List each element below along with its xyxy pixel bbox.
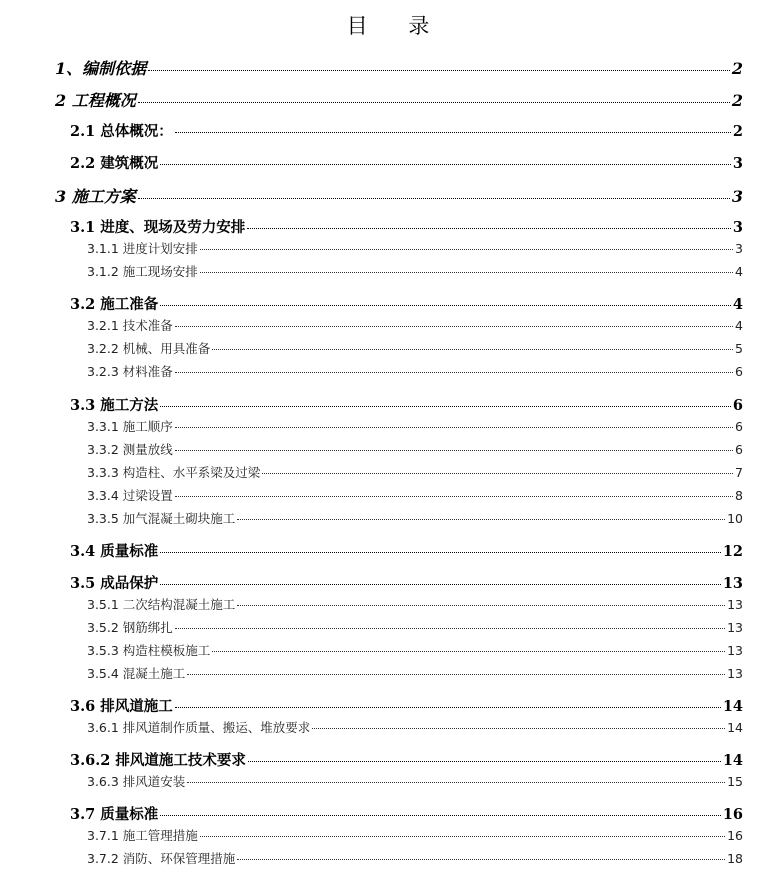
toc-entry-page: 6 <box>735 442 743 457</box>
toc-entry-label: 3.1.1 进度计划安排 <box>87 241 198 256</box>
toc-entry-page: 4 <box>732 296 743 313</box>
toc-entry-label: 3.3.2 测量放线 <box>87 442 173 457</box>
toc-entry-label: 3.7.1 施工管理措施 <box>87 828 198 843</box>
dot-leader <box>160 584 721 585</box>
toc-entry[interactable] <box>70 803 743 824</box>
toc-entry-page: 4 <box>735 318 743 333</box>
toc-entry-label: 3.5.3 构造柱模板施工 <box>87 643 211 658</box>
toc-entry-page: 13 <box>727 643 743 658</box>
dot-leader <box>175 427 733 428</box>
toc-entry-label: 3.4 质量标准 <box>70 543 159 560</box>
toc-entry[interactable] <box>70 216 743 237</box>
toc-entry-label: 3.1 进度、现场及劳力安排 <box>70 219 246 236</box>
toc-entry-page: 6 <box>735 364 743 379</box>
toc-entry[interactable] <box>87 440 743 458</box>
toc-entry[interactable] <box>87 641 743 659</box>
toc-entry-label: 3.2 施工准备 <box>70 296 159 313</box>
toc-title: 目 录 <box>346 14 432 38</box>
dot-leader <box>200 249 733 250</box>
dot-leader <box>160 305 731 306</box>
toc-entry-page: 6 <box>732 397 743 414</box>
toc-entry-page: 4 <box>735 264 743 279</box>
dot-leader <box>200 272 733 273</box>
toc-entry-label: 3.6.1 排风道制作质量、搬运、堆放要求 <box>87 720 311 735</box>
dot-leader <box>237 859 725 860</box>
dot-leader <box>175 132 731 133</box>
toc-entry-label: 3.6.2 排风道施工技术要求 <box>70 752 246 769</box>
toc-entry-page: 3 <box>732 155 743 172</box>
toc-entry-page: 2 <box>732 123 743 140</box>
dot-leader <box>175 372 733 373</box>
toc-entry[interactable] <box>87 509 743 527</box>
toc-entry[interactable] <box>70 749 743 770</box>
toc-entry-page: 12 <box>722 543 743 560</box>
toc-entry[interactable] <box>70 120 743 141</box>
toc-entry-page: 18 <box>727 851 743 866</box>
toc-entry-label: 2 工程概况 <box>55 91 136 110</box>
toc-entry-page: 15 <box>727 774 743 789</box>
toc-entry[interactable] <box>87 239 743 257</box>
toc-entry-page: 14 <box>722 698 743 715</box>
toc-entry-label: 3.3.3 构造柱、水平系梁及过梁 <box>87 465 261 480</box>
dot-leader <box>138 102 730 103</box>
toc-entry[interactable] <box>87 718 743 736</box>
toc-entry-label: 2.2 建筑概况 <box>70 155 159 172</box>
toc-entry[interactable] <box>87 262 743 280</box>
toc-entry[interactable] <box>87 618 743 636</box>
toc-entry[interactable] <box>87 463 743 481</box>
toc-entry-label: 3.5.1 二次结构混凝土施工 <box>87 597 236 612</box>
dot-leader <box>175 628 725 629</box>
toc-entry[interactable] <box>87 316 743 334</box>
toc-entry-page: 13 <box>727 666 743 681</box>
dot-leader <box>160 815 721 816</box>
dot-leader <box>312 728 725 729</box>
toc-entry[interactable] <box>55 88 743 111</box>
dot-leader <box>187 782 725 783</box>
toc-entry-page: 3 <box>735 241 743 256</box>
toc-entry-page: 7 <box>735 465 743 480</box>
toc-entry-page: 13 <box>727 620 743 635</box>
toc-entry-label: 3.2.1 技术准备 <box>87 318 173 333</box>
toc-entry[interactable] <box>87 849 743 867</box>
dot-leader <box>237 519 725 520</box>
toc-entry[interactable] <box>87 826 743 844</box>
toc-entry[interactable] <box>87 772 743 790</box>
toc-entry-label: 3.3.1 施工顺序 <box>87 419 173 434</box>
toc-entry-label: 3.6 排风道施工 <box>70 698 173 715</box>
dot-leader <box>138 198 730 199</box>
toc-entry-label: 3.3 施工方法 <box>70 397 159 414</box>
dot-leader <box>160 552 721 553</box>
toc-entry[interactable] <box>70 695 743 716</box>
dot-leader <box>148 70 730 71</box>
toc-entry-label: 2.1 总体概况： <box>70 123 173 140</box>
toc-entry-page: 16 <box>727 828 743 843</box>
toc-entry-page: 13 <box>727 597 743 612</box>
toc-entry[interactable] <box>87 339 743 357</box>
dot-leader <box>200 836 725 837</box>
toc-entry[interactable] <box>87 417 743 435</box>
dot-leader <box>160 164 731 165</box>
dot-leader <box>247 228 731 229</box>
toc-entry-label: 3.7.2 消防、环保管理措施 <box>87 851 236 866</box>
toc-entry-page: 16 <box>722 806 743 823</box>
dot-leader <box>262 473 733 474</box>
toc-entry-label: 3.5.2 钢筋绑扎 <box>87 620 173 635</box>
toc-entry[interactable] <box>70 540 743 561</box>
toc-entry[interactable] <box>55 56 743 79</box>
toc-entry[interactable] <box>55 184 743 207</box>
toc-entry-page: 2 <box>731 91 743 110</box>
dot-leader <box>175 450 733 451</box>
toc-entry-label: 3.3.5 加气混凝土砌块施工 <box>87 511 236 526</box>
toc-entry[interactable] <box>87 486 743 504</box>
toc-entry-page: 8 <box>735 488 743 503</box>
dot-leader <box>160 406 731 407</box>
toc-entry-label: 3.6.3 排风道安装 <box>87 774 186 789</box>
toc-entry-page: 2 <box>731 59 743 78</box>
dot-leader <box>212 349 733 350</box>
toc-entry-label: 3.5 成品保护 <box>70 575 159 592</box>
toc-entry-page: 14 <box>722 752 743 769</box>
toc-entry-label: 3.1.2 施工现场安排 <box>87 264 198 279</box>
toc-entry-label: 3.3.4 过梁设置 <box>87 488 173 503</box>
toc-entry[interactable] <box>70 152 743 173</box>
toc-entry-label: 3.5.4 混凝土施工 <box>87 666 186 681</box>
toc-entry[interactable] <box>87 362 743 380</box>
dot-leader <box>175 326 733 327</box>
toc-entry[interactable] <box>70 394 743 415</box>
toc-entry-label: 3.2.2 机械、用具准备 <box>87 341 211 356</box>
toc-entry-page: 14 <box>727 720 743 735</box>
toc-entry-label: 3.2.3 材料准备 <box>87 364 173 379</box>
dot-leader <box>175 496 733 497</box>
toc-entry-page: 13 <box>722 575 743 592</box>
dot-leader <box>175 707 721 708</box>
toc-entry-label: 1、编制依据 <box>55 59 147 78</box>
toc-entry-label: 3.7 质量标准 <box>70 806 159 823</box>
dot-leader <box>187 674 725 675</box>
toc-entry-page: 3 <box>731 187 743 206</box>
toc-entry[interactable] <box>70 293 743 314</box>
dot-leader <box>237 605 725 606</box>
toc-entry[interactable] <box>70 572 743 593</box>
toc-entry[interactable] <box>87 595 743 613</box>
toc-entry-page: 5 <box>735 341 743 356</box>
toc-entry-label: 3 施工方案 <box>55 187 136 206</box>
toc-entry-page: 3 <box>732 219 743 236</box>
toc-entry-page: 10 <box>727 511 743 526</box>
toc-entry-page: 6 <box>735 419 743 434</box>
dot-leader <box>248 761 721 762</box>
toc-entry[interactable] <box>87 664 743 682</box>
dot-leader <box>212 651 725 652</box>
